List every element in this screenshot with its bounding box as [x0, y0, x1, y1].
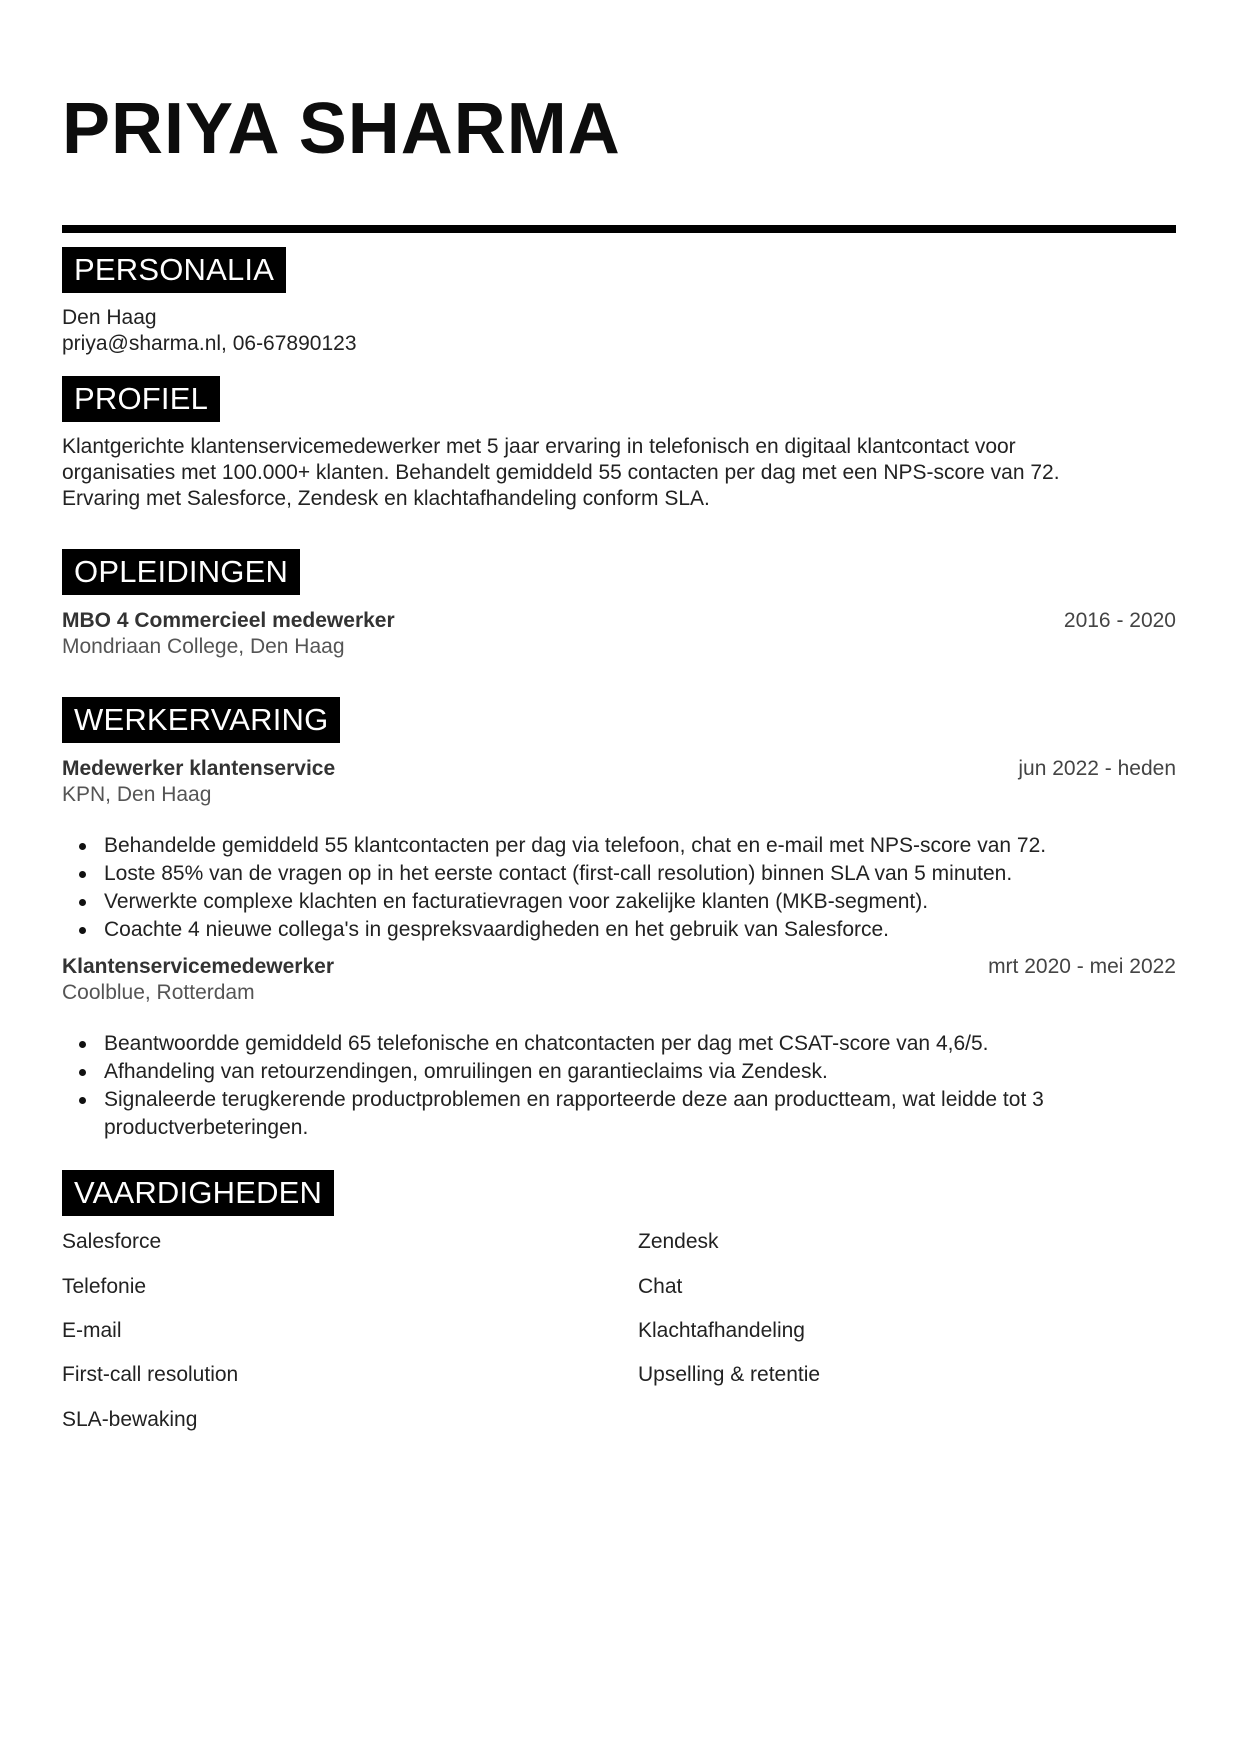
- header-divider: [62, 225, 1176, 233]
- skill-item: E-mail: [62, 1319, 122, 1342]
- profile-line: organisaties met 100.000+ klanten. Behandelt gemiddeld 55 contacten per dag met een NPS-score van 72.: [62, 461, 1060, 484]
- job-employer: KPN, Den Haag: [62, 783, 212, 806]
- resume-page: [62, 0, 1176, 1754]
- skill-item: Chat: [638, 1275, 683, 1298]
- bullet-item: Beantwoordde gemiddeld 65 telefonische en chatcontacten per dag met CSAT-score van 4,6/5.: [104, 1030, 1176, 1058]
- education-dates: 2016 - 2020: [1063, 609, 1176, 632]
- skill-item: Klachtafhandeling: [638, 1319, 805, 1342]
- skill-item: Upselling & retentie: [638, 1363, 821, 1386]
- skill-item: SLA-bewaking: [62, 1408, 198, 1431]
- skill-item: Salesforce: [62, 1230, 162, 1253]
- bullet-item: Verwerkte complexe klachten en facturatievragen voor zakelijke klanten (MKB-segment).: [104, 888, 1218, 916]
- section-heading-werkervaring: WERKERVARING: [62, 697, 340, 743]
- education-school: Mondriaan College, Den Haag: [62, 635, 345, 658]
- bullet-item: Signaleerde terugkerende productproblemen en rapporteerde deze aan productteam, wat leidde tot 3 productverbeteringen.: [104, 1086, 1144, 1142]
- bullet-dot-icon: [79, 843, 86, 850]
- job-dates: mrt 2020 - mei 2022: [988, 955, 1176, 978]
- job-dates: jun 2022 - heden: [1018, 757, 1176, 780]
- bullet-item: Behandelde gemiddeld 55 klantcontacten per dag via telefoon, chat en e-mail met NPS-score van 72.: [104, 832, 1218, 860]
- profile-line: Ervaring met Salesforce, Zendesk en klachtafhandeling conform SLA.: [62, 487, 710, 510]
- skill-item: Telefonie: [62, 1275, 147, 1298]
- personal-city: Den Haag: [62, 306, 157, 329]
- section-heading-profiel: PROFIEL: [62, 376, 220, 422]
- section-heading-opleidingen: OPLEIDINGEN: [62, 549, 300, 595]
- bullet-dot-icon: [79, 899, 86, 906]
- bullet-dot-icon: [79, 1041, 86, 1048]
- bullet-dot-icon: [79, 871, 86, 878]
- bullet-dot-icon: [79, 1069, 86, 1076]
- skill-item: First-call resolution: [62, 1363, 239, 1386]
- skill-item: Zendesk: [638, 1230, 719, 1253]
- job-bullets: [62, 1030, 1176, 1142]
- bullet-item: Afhandeling van retourzendingen, omruilingen en garantieclaims via Zendesk.: [104, 1058, 1176, 1086]
- job-bullets: [62, 832, 1218, 944]
- education-title: MBO 4 Commercieel medewerker: [62, 609, 395, 632]
- candidate-name: PRIYA SHARMA: [62, 89, 621, 169]
- bullet-item: Loste 85% van de vragen op in het eerste contact (first-call resolution) binnen SLA van 5 minuten.: [104, 860, 1218, 888]
- personal-contact: priya@sharma.nl, 06-67890123: [62, 332, 357, 355]
- job-title: Medewerker klantenservice: [62, 757, 336, 780]
- job-employer: Coolblue, Rotterdam: [62, 981, 255, 1004]
- section-heading-vaardigheden: VAARDIGHEDEN: [62, 1170, 334, 1216]
- bullet-dot-icon: [79, 927, 86, 934]
- bullet-item: Coachte 4 nieuwe collega's in gespreksvaardigheden en het gebruik van Salesforce.: [104, 916, 1218, 944]
- bullet-dot-icon: [79, 1097, 86, 1104]
- job-title: Klantenservicemedewerker: [62, 955, 334, 978]
- section-heading-personalia: PERSONALIA: [62, 247, 286, 293]
- profile-line: Klantgerichte klantenservicemedewerker met 5 jaar ervaring in telefonisch en digitaal klantcontact voor: [62, 435, 1016, 458]
